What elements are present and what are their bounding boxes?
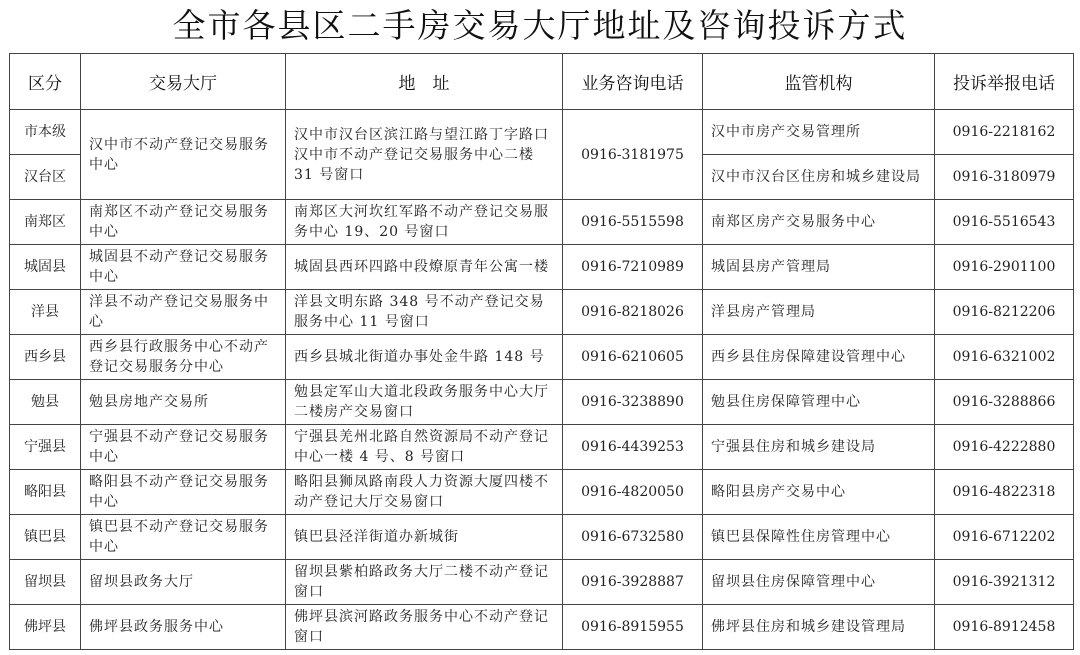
complaint-cell: 0916-2901100 [935,245,1074,290]
district-cell: 佛坪县 [10,605,81,650]
hall-cell: 西乡县行政服务中心不动产登记交易服务分中心 [81,335,286,380]
hall-cell: 镇巴县不动产登记交易服务中心 [81,515,286,560]
agency-cell: 汉中市房产交易管理所 [703,110,935,155]
district-cell: 留坝县 [10,560,81,605]
phone-cell: 0916-8218026 [563,290,703,335]
hall-cell: 南郑区不动产登记交易服务中心 [81,200,286,245]
agency-cell: 汉中市汉台区住房和城乡建设局 [703,155,935,200]
agency-cell: 略阳县房产交易中心 [703,470,935,515]
address-cell: 留坝县紫柏路政务大厅二楼不动产登记窗口 [286,560,563,605]
address-cell: 镇巴县泾洋街道办新城街 [286,515,563,560]
phone-cell: 0916-4439253 [563,425,703,470]
header-address: 地 址 [286,54,563,110]
address-cell: 略阳县狮凤路南段人力资源大厦四楼不动产登记大厅交易窗口 [286,470,563,515]
agency-cell: 城固县房产管理局 [703,245,935,290]
hall-cell: 佛坪县政务服务中心 [81,605,286,650]
agency-cell: 洋县房产管理局 [703,290,935,335]
complaint-cell: 0916-3288866 [935,380,1074,425]
complaint-cell: 0916-6712202 [935,515,1074,560]
hall-cell: 城固县不动产登记交易服务中心 [81,245,286,290]
district-cell: 略阳县 [10,470,81,515]
phone-cell: 0916-6732580 [563,515,703,560]
table-row [10,425,1074,470]
header-district: 区分 [10,54,81,110]
table-row [10,335,1074,380]
phone-cell: 0916-6210605 [563,335,703,380]
address-cell: 佛坪县滨河路政务服务中心不动产登记窗口 [286,605,563,650]
complaint-cell: 0916-5516543 [935,200,1074,245]
phone-cell: 0916-3238890 [563,380,703,425]
agency-cell: 宁强县住房和城乡建设局 [703,425,935,470]
address-cell: 南郑区大河坎红军路不动产登记交易服务中心 19、20 号窗口 [286,200,563,245]
table-row [10,605,1074,650]
header-complaint: 投诉举报电话 [935,54,1074,110]
table-header-row [10,54,1074,110]
agency-cell: 西乡县住房保障建设管理中心 [703,335,935,380]
complaint-cell: 0916-8212206 [935,290,1074,335]
hall-cell: 勉县房地产交易所 [81,380,286,425]
district-cell: 勉县 [10,380,81,425]
table-row [10,515,1074,560]
district-cell: 洋县 [10,290,81,335]
complaint-cell: 0916-6321002 [935,335,1074,380]
table-row [10,560,1074,605]
agency-cell: 勉县住房保障管理中心 [703,380,935,425]
header-hall: 交易大厅 [81,54,286,110]
table-row [10,200,1074,245]
table-row [10,380,1074,425]
phone-cell: 0916-8915955 [563,605,703,650]
hall-cell: 汉中市不动产登记交易服务中心 [81,110,286,200]
complaint-cell: 0916-8912458 [935,605,1074,650]
table-row [10,470,1074,515]
phone-cell: 0916-3928887 [563,560,703,605]
table-row [10,110,1074,155]
address-cell: 勉县定军山大道北段政务服务中心大厅二楼房产交易窗口 [286,380,563,425]
agency-cell: 佛坪县住房和城乡建设管理局 [703,605,935,650]
header-agency: 监管机构 [703,54,935,110]
phone-cell: 0916-7210989 [563,245,703,290]
complaint-cell: 0916-3180979 [935,155,1074,200]
district-cell: 市本级 [10,110,81,155]
agency-cell: 留坝县住房保障管理中心 [703,560,935,605]
district-cell: 汉台区 [10,155,81,200]
address-cell: 西乡县城北街道办事处金牛路 148 号 [286,335,563,380]
district-cell: 城固县 [10,245,81,290]
complaint-cell: 0916-4822318 [935,470,1074,515]
table-body [10,110,1074,650]
district-cell: 宁强县 [10,425,81,470]
address-cell: 汉中市汉台区滨江路与望江路丁字路口汉中市不动产登记交易服务中心二楼 31 号窗口 [286,110,563,200]
district-cell: 镇巴县 [10,515,81,560]
housing-trade-table [9,53,1074,650]
table-row [10,290,1074,335]
district-cell: 西乡县 [10,335,81,380]
district-cell: 南郑区 [10,200,81,245]
address-cell: 宁强县羌州北路自然资源局不动产登记中心一楼 4 号、8 号窗口 [286,425,563,470]
address-cell: 洋县文明东路 348 号不动产登记交易服务中心 11 号窗口 [286,290,563,335]
complaint-cell: 0916-3921312 [935,560,1074,605]
hall-cell: 宁强县不动产登记交易服务中心 [81,425,286,470]
address-cell: 城固县西环四路中段燎原青年公寓一楼 [286,245,563,290]
phone-cell: 0916-3181975 [563,110,703,200]
complaint-cell: 0916-2218162 [935,110,1074,155]
phone-cell: 0916-5515598 [563,200,703,245]
phone-cell: 0916-4820050 [563,470,703,515]
hall-cell: 略阳县不动产登记交易服务中心 [81,470,286,515]
agency-cell: 南郑区房产交易服务中心 [703,200,935,245]
page-title: 全市各县区二手房交易大厅地址及咨询投诉方式 [172,6,908,45]
agency-cell: 镇巴县保障性住房管理中心 [703,515,935,560]
table-row [10,245,1074,290]
hall-cell: 留坝县政务大厅 [81,560,286,605]
hall-cell: 洋县不动产登记交易服务中心 [81,290,286,335]
complaint-cell: 0916-4222880 [935,425,1074,470]
header-phone: 业务咨询电话 [563,54,703,110]
